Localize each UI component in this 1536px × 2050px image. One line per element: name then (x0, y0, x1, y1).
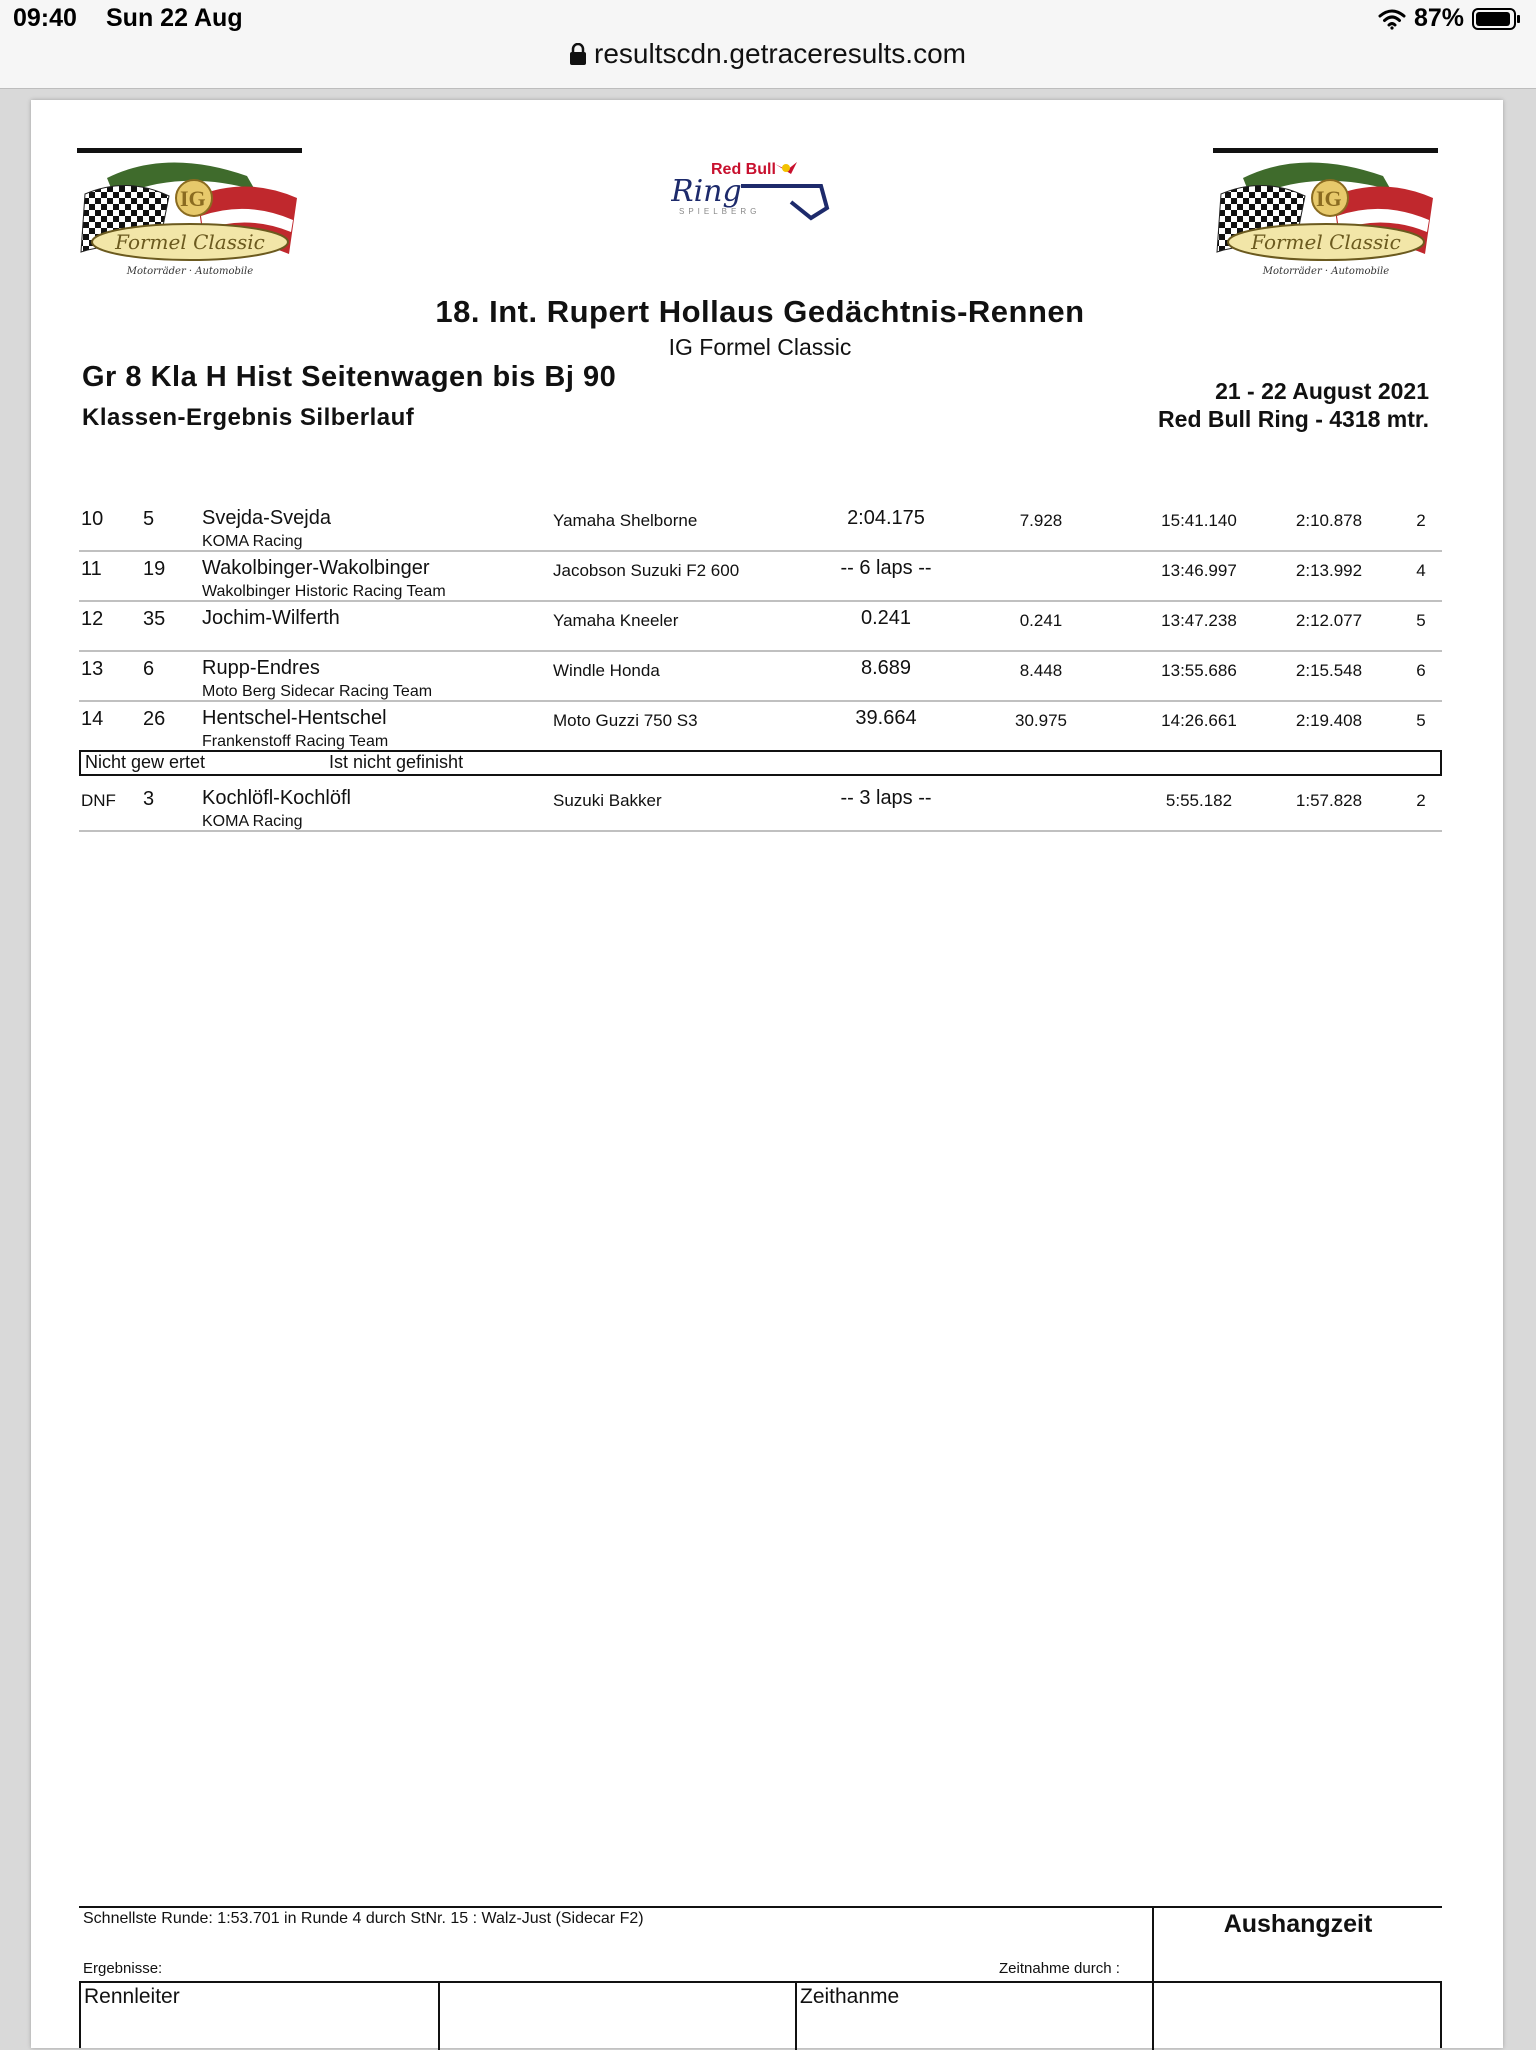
race-time: 39.664 (855, 707, 917, 729)
class-heading: Gr 8 Kla H Hist Seitenwagen bis Bj 90 (82, 361, 617, 393)
driver-names: Kochlöfl-Kochlöfl (202, 787, 351, 809)
battery-icon (1472, 7, 1522, 31)
zeitnahme-durch-label: Zeitnahme durch : (999, 1960, 1120, 1977)
zeitnahme-label: Zeithanme (800, 1985, 900, 2008)
best-lap-number: 5 (1416, 711, 1426, 730)
logo-center-brand: Red Bull (711, 161, 776, 178)
logo-center-sub: SPIELBERG (679, 207, 761, 216)
best-lap-number: 5 (1416, 611, 1426, 630)
position: 14 (81, 708, 104, 730)
race-time: 8.689 (860, 657, 912, 679)
position: 12 (81, 608, 104, 630)
gap: 8.448 (1019, 661, 1063, 680)
best-lap-number: 2 (1416, 791, 1426, 810)
team-name: KOMA Racing (202, 533, 303, 550)
start-number: 5 (143, 508, 155, 530)
position: 10 (81, 508, 104, 530)
event-dates: 21 - 22 August 2021 (1215, 378, 1429, 404)
vehicle: Moto Guzzi 750 S3 (553, 711, 698, 730)
url-text: resultscdn.getraceresults.com (594, 38, 966, 69)
table-row (79, 602, 1442, 652)
red-bull-ring-logo (671, 156, 831, 228)
status-time: 09:40 (13, 4, 77, 32)
driver-names: Hentschel-Hentschel (202, 707, 387, 729)
gap: 7.928 (1019, 511, 1063, 530)
logo-right-script: Formel Classic (1251, 230, 1401, 254)
signature-divider (438, 1983, 440, 2050)
best-lap-number: 2 (1416, 511, 1426, 530)
lock-icon (570, 43, 586, 65)
best-lap: 2:12.077 (1295, 611, 1363, 630)
event-subtitle: IG Formel Classic (668, 334, 852, 360)
logo-center-word: Ring (671, 174, 742, 209)
browser-top-bar (0, 0, 1536, 89)
fastest-lap-note: Schnellste Runde: 1:53.701 in Runde 4 durch StNr. 15 : Walz-Just (Sidecar F2) (83, 1910, 644, 1927)
results-document (31, 100, 1503, 2048)
race-time: -- 6 laps -- (840, 557, 932, 579)
vehicle: Yamaha Kneeler (553, 611, 679, 630)
ig-formel-classic-logo-right (1213, 156, 1439, 281)
logo-left-rule (77, 148, 302, 153)
race-time: -- 3 laps -- (840, 787, 932, 809)
best-lap: 1:57.828 (1295, 791, 1363, 810)
position: DNF (81, 791, 116, 810)
driver-names: Svejda-Svejda (202, 507, 331, 529)
status-right (1378, 4, 1522, 33)
logo-right-sub: Motorräder · Automobile (1262, 266, 1390, 277)
table-row (79, 502, 1442, 552)
team-name: Wakolbinger Historic Racing Team (202, 583, 446, 600)
total-time: 14:26.661 (1161, 711, 1237, 730)
not-classified-bar (79, 750, 1442, 776)
not-classified-label: Nicht gew ertet (85, 752, 206, 772)
team-name: Frankenstoff Racing Team (202, 733, 389, 750)
signature-divider (1152, 1983, 1154, 2050)
signature-boxes (79, 1981, 1442, 2048)
vehicle: Jacobson Suzuki F2 600 (553, 561, 740, 580)
track-info: Red Bull Ring - 4318 mtr. (1158, 406, 1429, 432)
start-number: 26 (143, 708, 166, 730)
status-date: Sun 22 Aug (106, 4, 243, 32)
vehicle: Suzuki Bakker (553, 791, 662, 810)
logo-right-ig: IG (1316, 186, 1342, 211)
table-row (79, 702, 1442, 750)
total-time: 5:55.182 (1165, 791, 1233, 810)
start-number: 35 (143, 608, 166, 630)
best-lap-number: 6 (1416, 661, 1426, 680)
battery-percent: 87% (1413, 4, 1464, 32)
total-time: 13:46.997 (1161, 561, 1237, 580)
team-name: KOMA Racing (202, 813, 303, 830)
document-footer (79, 1906, 1442, 2048)
ig-formel-classic-logo-left (77, 156, 303, 281)
logo-left-script: Formel Classic (115, 230, 265, 254)
best-lap: 2:15.548 (1295, 661, 1363, 680)
best-lap: 2:19.408 (1295, 711, 1363, 730)
not-finished-label: Ist nicht gefinisht (329, 752, 464, 772)
vehicle: Yamaha Shelborne (553, 511, 698, 530)
total-time: 13:55.686 (1161, 661, 1237, 680)
gap: 30.975 (1015, 711, 1067, 730)
logo-right-rule (1213, 148, 1438, 153)
table-row-dnf (79, 782, 1442, 832)
best-lap: 2:13.992 (1295, 561, 1363, 580)
team-name: Moto Berg Sidecar Racing Team (202, 683, 433, 700)
results-table (79, 502, 1442, 832)
start-number: 6 (143, 658, 155, 680)
signature-divider (795, 1983, 797, 2050)
best-lap-number: 4 (1416, 561, 1426, 580)
position: 13 (81, 658, 104, 680)
logo-left-ig: IG (180, 186, 206, 211)
wifi-icon (1378, 8, 1406, 30)
driver-names: Jochim-Wilferth (202, 607, 340, 629)
aushangzeit-label: Aushangzeit (1223, 1910, 1373, 1938)
driver-names: Wakolbinger-Wakolbinger (202, 557, 430, 579)
start-number: 19 (143, 558, 166, 580)
start-number: 3 (143, 788, 155, 810)
rennleiter-label: Rennleiter (84, 1985, 180, 2008)
logo-left-sub: Motorräder · Automobile (126, 266, 254, 277)
result-type: Klassen-Ergebnis Silberlauf (82, 404, 415, 431)
best-lap: 2:10.878 (1295, 511, 1363, 530)
gap: 0.241 (1019, 611, 1063, 630)
race-time: 2:04.175 (847, 507, 925, 529)
event-title: 18. Int. Rupert Hollaus Gedächtnis-Rennen (435, 294, 1085, 329)
position: 11 (81, 558, 102, 580)
table-row (79, 552, 1442, 602)
total-time: 15:41.140 (1161, 511, 1237, 530)
total-time: 13:47.238 (1161, 611, 1237, 630)
footer-rule (79, 1906, 1442, 1908)
driver-names: Rupp-Endres (202, 657, 320, 679)
table-row (79, 652, 1442, 702)
race-time: 0.241 (860, 607, 912, 629)
ergebnisse-label: Ergebnisse: (83, 1960, 163, 1977)
vehicle: Windle Honda (553, 661, 660, 680)
address-bar[interactable] (0, 38, 1536, 70)
